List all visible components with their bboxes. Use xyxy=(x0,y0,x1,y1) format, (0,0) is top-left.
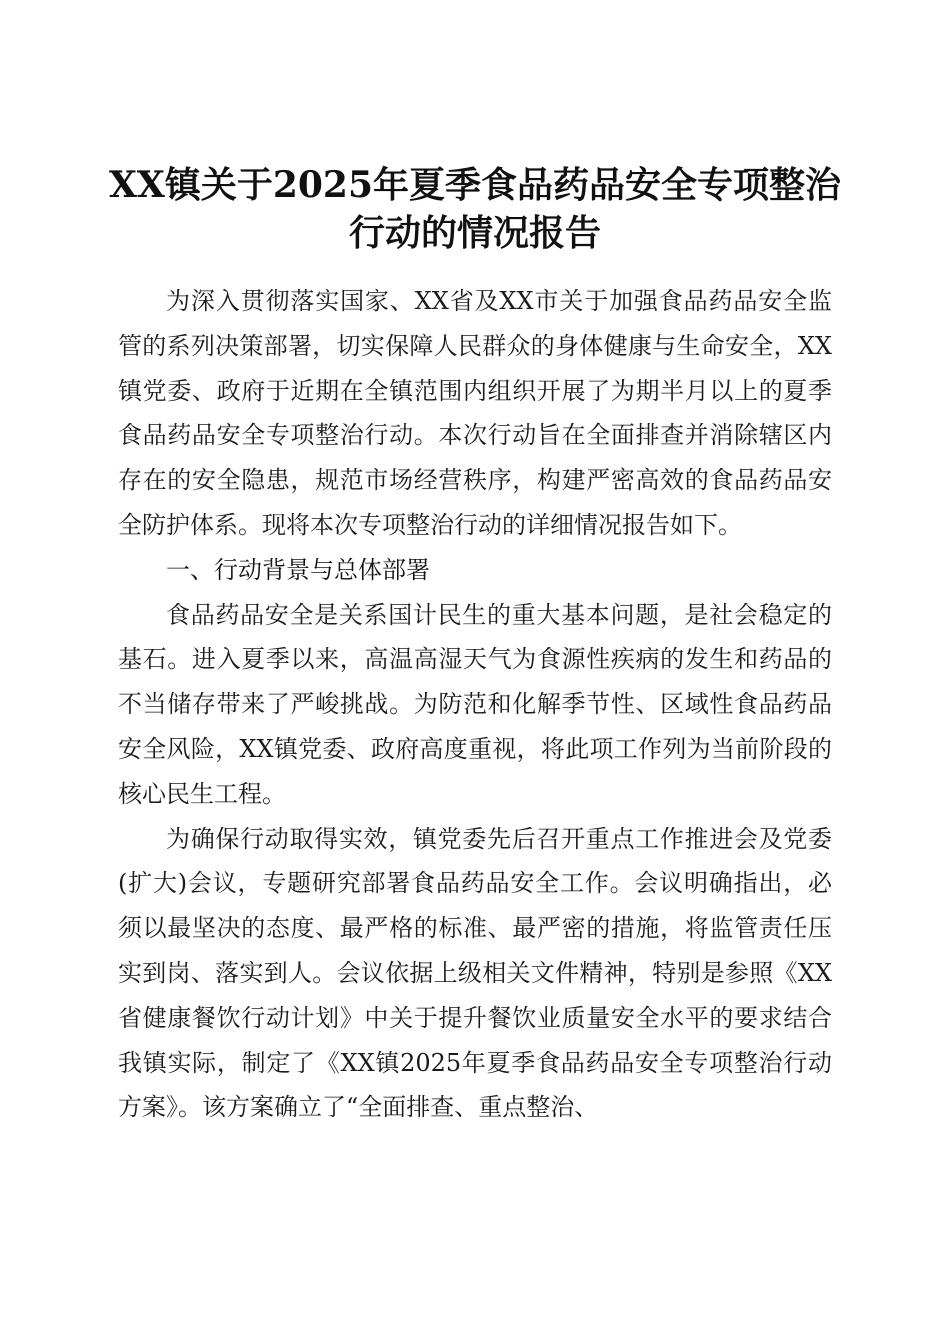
background-paragraph: 食品药品安全是关系国计民生的重大基本问题，是社会稳定的基石。进入夏季以来，高温高湿天气为食源性疾病的发生和药品的不当储存带来了严峻挑战。为防范和化解季节性、区域性食品药品安全风险，XX镇党委、政府高度重视，将此项工作列为当前阶段的核心民生工程。 xyxy=(118,600,832,808)
section-heading: 一、行动背景与总体部署 xyxy=(166,555,430,584)
title-line-2: 行动的情况报告 xyxy=(348,212,601,255)
title-line-1: XX镇关于2025年夏季食品药品安全专项整治 xyxy=(108,164,842,207)
deployment-paragraph: 为确保行动取得实效，镇党委先后召开重点工作推进会及党委(扩大)会议，专题研究部署食品药品安全工作。会议明确指出，必须以最坚决的态度、最严格的标准、最严密的措施，将监管责任压实到岗、落实到人。会议依据上级相关文件精神，特别是参照《XX省健康餐饮行动计划》中关于提升餐饮业质量安全水平的要求结合我镇实际，制定了《XX镇2025年夏季食品药品安全专项整治行动方案》。该方案确立了“全面排查、重点整治、 xyxy=(118,824,832,1122)
document-body xyxy=(118,279,832,1130)
intro-paragraph: 为深入贯彻落实国家、XX省及XX市关于加强食品药品安全监管的系列决策部署，切实保障人民群众的身体健康与生命安全，XX镇党委、政府于近期在全镇范围内组织开展了为期半月以上的夏季食品药品安全专项整治行动。本次行动旨在全面排查并消除辖区内存在的安全隐患，规范市场经营秩序，构建严密高效的食品药品安全防护体系。现将本次专项整治行动的详细情况报告如下。 xyxy=(118,287,832,539)
document-title xyxy=(100,161,850,257)
